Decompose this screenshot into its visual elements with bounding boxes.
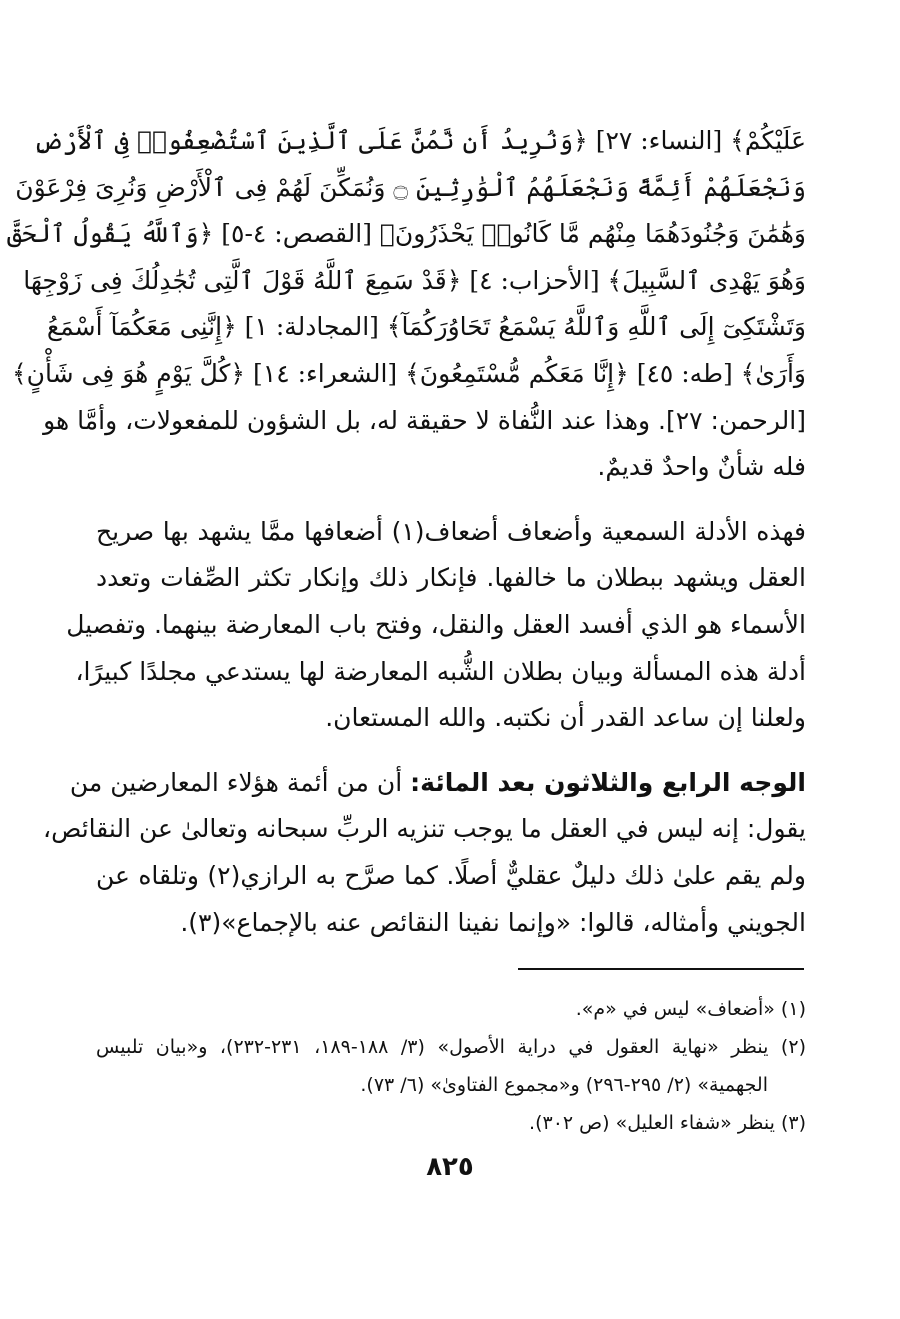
text-line: [69, 760, 806, 807]
text-line: فهذه الأدلة السمعية وأضعاف أضعاف(١) أضعافها ممَّا يشهد بها صريح: [96, 516, 806, 546]
footnote: (٣) ينظر «شفاء العليل» (ص ٣٠٢).: [529, 1112, 806, 1134]
paragraph-quran-verses: [6, 118, 806, 398]
text-line: الجويني وأمثاله، قالوا: «وإنما نفينا النقائص عنه بالإجماع»(٣).: [180, 907, 806, 937]
text-line: الأسماء هو الذي أفسد العقل والنقل، وفتح باب المعارضة بينهما. وتفصيل: [66, 609, 806, 639]
page-number: ٨٢٥: [426, 1152, 474, 1182]
paragraph-evidence: [66, 509, 806, 742]
text-line: ولم يقم علىٰ ذلك دليلٌ عقليٌّ أصلًا. كما صرَّح به الرازي(٢) وتلقاه عن: [96, 860, 807, 890]
text-line: العقل ويشهد ببطلان ما خالفها. فإنكار ذلك وإنكار تكثر الصِّفات وتعدد: [96, 563, 806, 593]
footnotes: [96, 990, 806, 1142]
text-line: عَلَيْكُمْ﴾ [النساء: ٢٧] ﴿وَنُرِيدُ أَن نَّمُنَّ عَلَى ٱلَّذِينَ ٱسْتُضْعِفُوا۟ فِى ٱلْأَرْضِ: [33, 126, 806, 155]
text-line: أدلة هذه المسألة وبيان بطلان الشُّبه المعارضة لها يستدعي مجلدًا كبيرًا،: [75, 656, 806, 686]
section-heading: الوجه الرابع والثلاثون بعد المائة:: [410, 767, 806, 797]
text-line: وَهَٰمَٰنَ وَجُنُودَهُمَا مِنْهُم مَّا كَانُوا۟ يَحْذَرُونَ﴾ [القصص: ٤-٥] ﴿وَٱللَّهُ يَقُولُ ٱلْحَقَّ: [6, 219, 806, 249]
paragraph-134th-aspect: [43, 760, 807, 946]
text-line: وَنَجْعَلَهُمْ أَئِمَّةً وَنَجْعَلَهُمُ ٱلْوَٰرِثِينَ ۝ وَنُمَكِّنَ لَهُمْ فِى ٱلْأَرْضِ وَنُرِىَ فِرْعَوْنَ: [15, 172, 806, 202]
text-line: يقول: إنه ليس في العقل ما يوجب تنزيه الربِّ سبحانه وتعالىٰ عن النقائص،: [43, 814, 806, 844]
main-text: [6, 118, 807, 946]
text-line: فله شأنٌ واحدٌ قديمٌ.: [597, 452, 806, 482]
footnote: (١) «أضعاف» ليس في «م».: [575, 998, 806, 1020]
text-fragment: أن من أئمة هؤلاء المعارضين من: [69, 767, 403, 797]
text-line: ولعلنا إن ساعد القدر أن نكتبه. والله المستعان.: [325, 703, 806, 733]
text-line: [الرحمن: ٢٧]. وهذا عند النُّفاة لا حقيقة له، بل الشؤون للمفعولات، وأمَّا هو: [43, 405, 806, 435]
text-line: وَأَرَىٰ﴾ [طه: ٤٥] ﴿إِنَّا مَعَكُم مُّسْتَمِعُونَ﴾ [الشعراء: ١٤] ﴿كُلَّ يَوْمٍ هُوَ فِى شَأْنٍ﴾: [11, 358, 806, 388]
footnote: (٢) ينظر «نهاية العقول في دراية الأصول» (٣/ ١٨٨-١٨٩، ٢٣١-٢٣٢)، و«بيان تلبيس: [96, 1036, 806, 1058]
footnote-continuation: الجهمية» (٢/ ٢٩٥-٢٩٦) و«مجموع الفتاوىٰ» (٦/ ٧٣).: [360, 1074, 768, 1096]
text-line: وَهُوَ يَهْدِى ٱلسَّبِيلَ﴾ [الأحزاب: ٤] ﴿قَدْ سَمِعَ ٱللَّهُ قَوْلَ ٱلَّتِى تُجَٰدِلُكَ فِى زَوْجِهَا: [23, 265, 806, 295]
footnote-separator: [518, 968, 804, 970]
text-line: وَتَشْتَكِىٓ إِلَى ٱللَّهِ وَٱللَّهُ يَسْمَعُ تَحَاوُرَكُمَآ﴾ [المجادلة: ١] ﴿إِنَّنِى مَعَكُمَآ أَسْمَعُ: [46, 312, 806, 342]
